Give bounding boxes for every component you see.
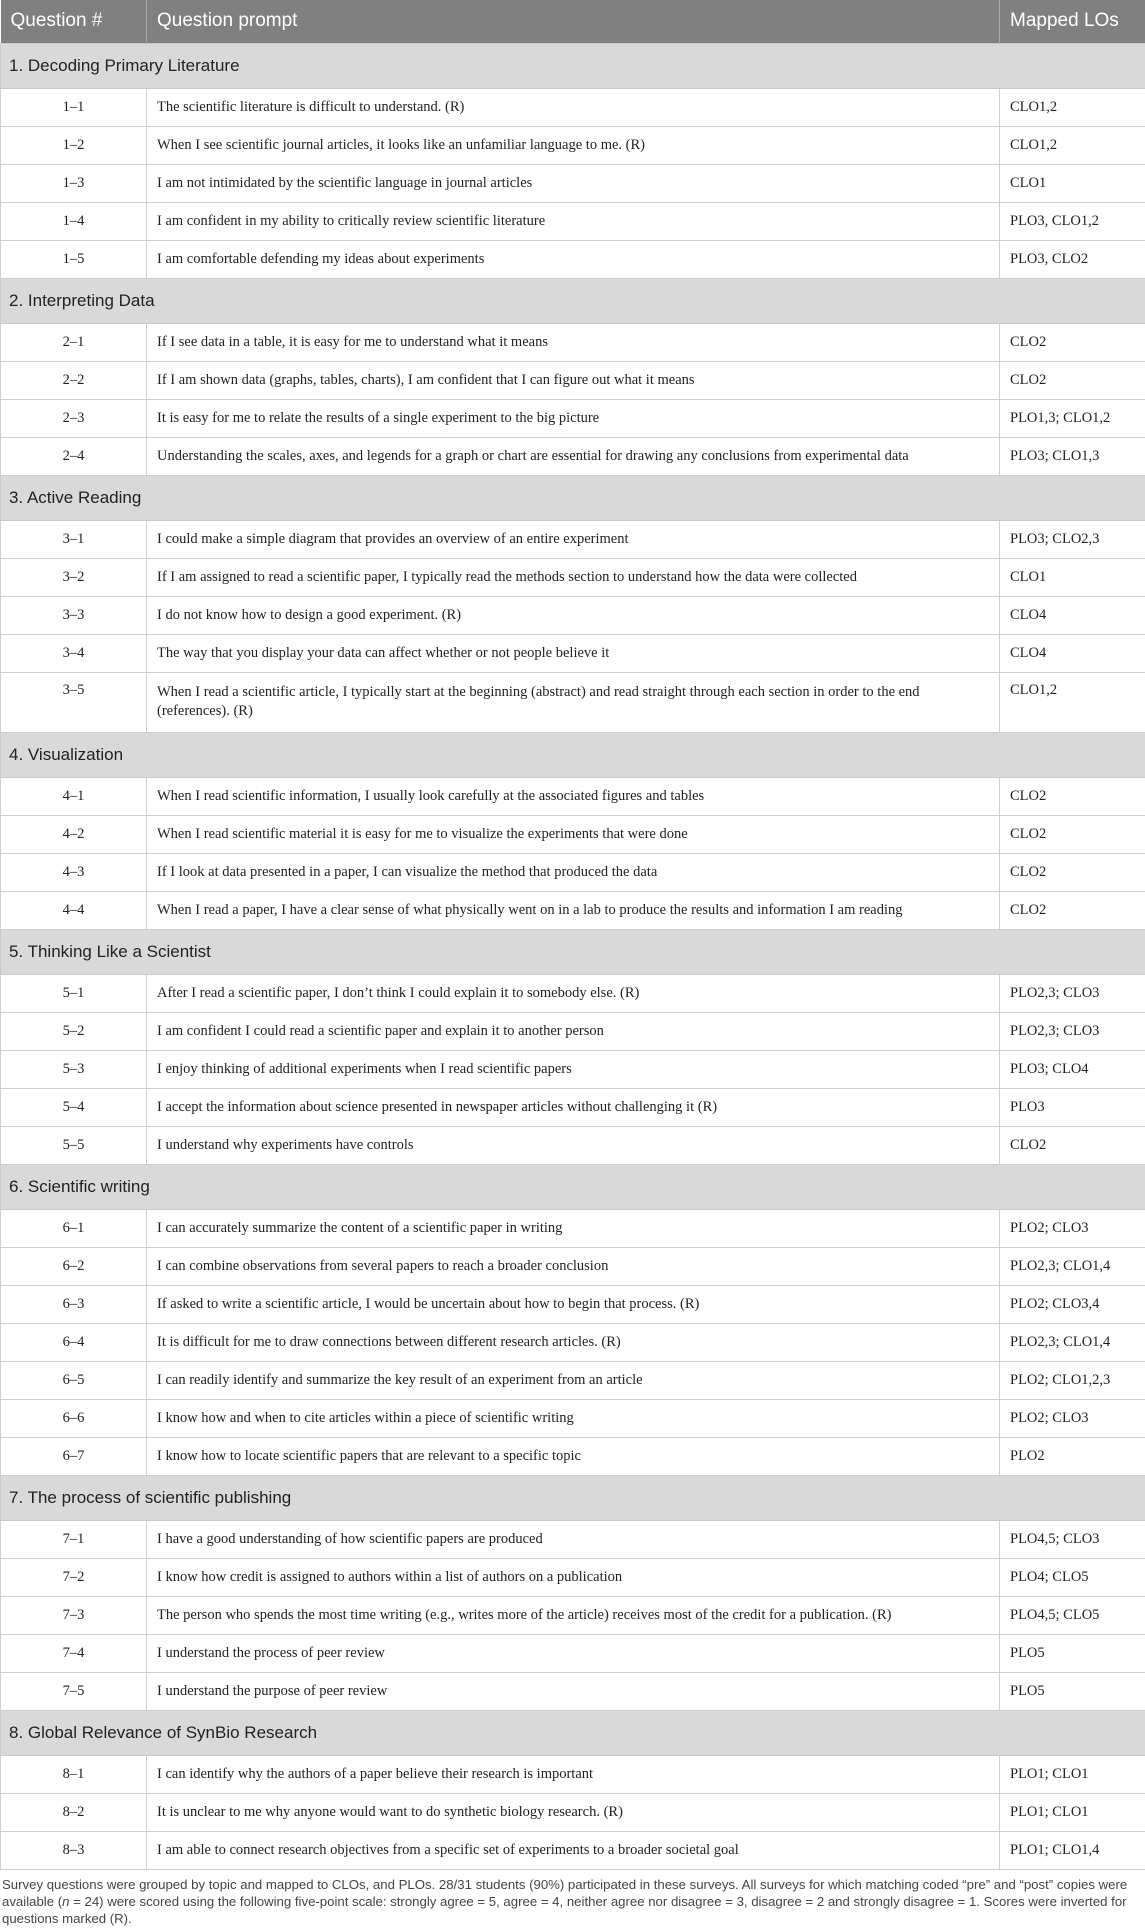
table-row [1, 596, 1145, 634]
question-prompt: I enjoy thinking of additional experiments when I read scientific papers [147, 1050, 1000, 1088]
footnote-n-italic: n [62, 1893, 70, 1909]
mapped-los: PLO3; CLO1,3 [1000, 437, 1145, 475]
question-number: 5–3 [1, 1050, 147, 1088]
mapped-los: CLO2 [1000, 323, 1145, 361]
section-title: 8. Global Relevance of SynBio Research [1, 1710, 1145, 1755]
question-number: 4–3 [1, 853, 147, 891]
mapped-los: PLO3 [1000, 1088, 1145, 1126]
section-header-row [1, 929, 1145, 974]
question-prompt: I know how to locate scientific papers that are relevant to a specific topic [147, 1437, 1000, 1475]
table-row [1, 891, 1145, 929]
question-prompt: I know how credit is assigned to authors within a list of authors on a publication [147, 1558, 1000, 1596]
question-number: 6–2 [1, 1247, 147, 1285]
question-prompt: If I see data in a table, it is easy for me to understand what it means [147, 323, 1000, 361]
mapped-los: CLO2 [1000, 1126, 1145, 1164]
mapped-los: PLO2; CLO3,4 [1000, 1285, 1145, 1323]
question-number: 7–3 [1, 1596, 147, 1634]
question-prompt: Understanding the scales, axes, and legends for a graph or chart are essential for drawing any conclusions from experimental data [147, 437, 1000, 475]
table-row [1, 202, 1145, 240]
table-row [1, 1050, 1145, 1088]
table-row [1, 164, 1145, 202]
question-prompt: I am comfortable defending my ideas about experiments [147, 240, 1000, 278]
table-row [1, 399, 1145, 437]
question-number: 3–4 [1, 634, 147, 672]
mapped-los: PLO1,3; CLO1,2 [1000, 399, 1145, 437]
question-prompt: I can combine observations from several papers to reach a broader conclusion [147, 1247, 1000, 1285]
mapped-los: PLO1; CLO1 [1000, 1755, 1145, 1793]
section-header-row [1, 1164, 1145, 1209]
question-prompt: I can identify why the authors of a paper believe their research is important [147, 1755, 1000, 1793]
question-prompt: When I read scientific material it is easy for me to visualize the experiments that were done [147, 815, 1000, 853]
section-header-row [1, 278, 1145, 323]
question-number: 6–5 [1, 1361, 147, 1399]
mapped-los: PLO5 [1000, 1634, 1145, 1672]
mapped-los: PLO4,5; CLO5 [1000, 1596, 1145, 1634]
question-number: 6–1 [1, 1209, 147, 1247]
table-row [1, 1672, 1145, 1710]
question-number: 3–1 [1, 520, 147, 558]
table-row [1, 1831, 1145, 1869]
table-row [1, 437, 1145, 475]
table-row [1, 323, 1145, 361]
table-row [1, 1755, 1145, 1793]
table-row [1, 88, 1145, 126]
question-number: 6–3 [1, 1285, 147, 1323]
question-number: 3–2 [1, 558, 147, 596]
mapped-los: PLO3; CLO2,3 [1000, 520, 1145, 558]
table-row [1, 1088, 1145, 1126]
mapped-los: PLO3, CLO1,2 [1000, 202, 1145, 240]
question-prompt: If asked to write a scientific article, I would be uncertain about how to begin that process. (R) [147, 1285, 1000, 1323]
section-header-row [1, 475, 1145, 520]
question-number: 5–4 [1, 1088, 147, 1126]
footnote-text-2: = 24) were scored using the following five-point scale: strongly agree = 5, agree = 4, neither agree nor disagree = 3, disagree = 2 and strongly disagree = 1. Scores were inverted for questions marked (R). [2, 1893, 1127, 1926]
table-row [1, 1558, 1145, 1596]
section-title: 2. Interpreting Data [1, 278, 1145, 323]
table-row [1, 634, 1145, 672]
table-row [1, 1399, 1145, 1437]
mapped-los: PLO2,3; CLO1,4 [1000, 1247, 1145, 1285]
mapped-los: PLO4,5; CLO3 [1000, 1520, 1145, 1558]
section-header-row [1, 1475, 1145, 1520]
mapped-los: PLO1; CLO1 [1000, 1793, 1145, 1831]
mapped-los: PLO2; CLO3 [1000, 1399, 1145, 1437]
section-title: 5. Thinking Like a Scientist [1, 929, 1145, 974]
question-prompt: When I read scientific information, I usually look carefully at the associated figures and tables [147, 777, 1000, 815]
question-number: 8–3 [1, 1831, 147, 1869]
question-prompt: I do not know how to design a good experiment. (R) [147, 596, 1000, 634]
mapped-los: PLO2,3; CLO1,4 [1000, 1323, 1145, 1361]
mapped-los: CLO1,2 [1000, 88, 1145, 126]
mapped-los: PLO2; CLO3 [1000, 1209, 1145, 1247]
table-row [1, 1209, 1145, 1247]
header-question-number: Question # [1, 0, 147, 43]
question-number: 6–6 [1, 1399, 147, 1437]
section-title: 4. Visualization [1, 732, 1145, 777]
mapped-los: CLO2 [1000, 815, 1145, 853]
section-title: 7. The process of scientific publishing [1, 1475, 1145, 1520]
question-prompt: It is easy for me to relate the results of a single experiment to the big picture [147, 399, 1000, 437]
section-header-row [1, 732, 1145, 777]
question-prompt: When I see scientific journal articles, it looks like an unfamiliar language to me. (R) [147, 126, 1000, 164]
mapped-los: PLO5 [1000, 1672, 1145, 1710]
question-number: 6–7 [1, 1437, 147, 1475]
table-row [1, 777, 1145, 815]
section-title: 6. Scientific writing [1, 1164, 1145, 1209]
question-prompt: I understand the purpose of peer review [147, 1672, 1000, 1710]
question-prompt: The person who spends the most time writing (e.g., writes more of the article) receives most of the credit for a publication. (R) [147, 1596, 1000, 1634]
question-number: 3–5 [1, 672, 147, 732]
mapped-los: CLO2 [1000, 853, 1145, 891]
question-number: 2–2 [1, 361, 147, 399]
question-prompt: I could make a simple diagram that provides an overview of an entire experiment [147, 520, 1000, 558]
mapped-los: PLO2,3; CLO3 [1000, 974, 1145, 1012]
mapped-los: PLO1; CLO1,4 [1000, 1831, 1145, 1869]
table-header-row [1, 0, 1145, 43]
section-header-row [1, 1710, 1145, 1755]
question-prompt: I accept the information about science presented in newspaper articles without challenging it (R) [147, 1088, 1000, 1126]
table-row [1, 853, 1145, 891]
question-prompt: It is difficult for me to draw connections between different research articles. (R) [147, 1323, 1000, 1361]
table-row [1, 1126, 1145, 1164]
table-row [1, 815, 1145, 853]
question-prompt: The scientific literature is difficult to understand. (R) [147, 88, 1000, 126]
table-row [1, 1012, 1145, 1050]
table-body [1, 43, 1145, 1869]
question-prompt: The way that you display your data can affect whether or not people believe it [147, 634, 1000, 672]
mapped-los: CLO1,2 [1000, 126, 1145, 164]
table-row [1, 1793, 1145, 1831]
question-prompt: After I read a scientific paper, I don’t think I could explain it to somebody else. (R) [147, 974, 1000, 1012]
table-row [1, 1323, 1145, 1361]
table-row [1, 126, 1145, 164]
header-mapped-los: Mapped LOs [1000, 0, 1145, 43]
question-prompt: When I read a paper, I have a clear sense of what physically went on in a lab to produce the results and information I am reading [147, 891, 1000, 929]
question-prompt: I have a good understanding of how scientific papers are produced [147, 1520, 1000, 1558]
table-row [1, 1361, 1145, 1399]
question-number: 7–5 [1, 1672, 147, 1710]
question-prompt: I can readily identify and summarize the key result of an experiment from an article [147, 1361, 1000, 1399]
mapped-los: CLO4 [1000, 634, 1145, 672]
mapped-los: PLO3; CLO4 [1000, 1050, 1145, 1088]
question-prompt: I am confident in my ability to critically review scientific literature [147, 202, 1000, 240]
mapped-los: CLO1 [1000, 164, 1145, 202]
question-number: 5–5 [1, 1126, 147, 1164]
section-title: 1. Decoding Primary Literature [1, 43, 1145, 88]
question-number: 1–3 [1, 164, 147, 202]
table-footnote [0, 1870, 1145, 1927]
table-row [1, 1634, 1145, 1672]
question-number: 2–3 [1, 399, 147, 437]
table-row [1, 1596, 1145, 1634]
question-prompt: When I read a scientific article, I typically start at the beginning (abstract) and read straight through each section in order to the end (references). (R) [147, 672, 1000, 732]
table-row [1, 1437, 1145, 1475]
question-number: 1–2 [1, 126, 147, 164]
table-row [1, 974, 1145, 1012]
question-prompt: If I am assigned to read a scientific paper, I typically read the methods section to understand how the data were collected [147, 558, 1000, 596]
mapped-los: CLO2 [1000, 891, 1145, 929]
question-prompt: I understand why experiments have controls [147, 1126, 1000, 1164]
question-number: 7–2 [1, 1558, 147, 1596]
mapped-los: PLO2,3; CLO3 [1000, 1012, 1145, 1050]
table-row [1, 520, 1145, 558]
question-number: 6–4 [1, 1323, 147, 1361]
mapped-los: PLO4; CLO5 [1000, 1558, 1145, 1596]
table-row [1, 558, 1145, 596]
mapped-los: CLO2 [1000, 361, 1145, 399]
question-prompt: I can accurately summarize the content of a scientific paper in writing [147, 1209, 1000, 1247]
table-row [1, 240, 1145, 278]
question-number: 1–5 [1, 240, 147, 278]
footnote-text-1: Survey questions were grouped by topic and mapped to CLOs, and PLOs. 28/31 students (90%) participated in these surveys. All surveys for which matching coded “pre” and “post” copies were available ( [2, 1876, 1128, 1909]
table-row [1, 1247, 1145, 1285]
table-row [1, 672, 1145, 732]
table-row [1, 1520, 1145, 1558]
question-number: 2–1 [1, 323, 147, 361]
question-number: 4–2 [1, 815, 147, 853]
question-number: 5–1 [1, 974, 147, 1012]
question-number: 1–4 [1, 202, 147, 240]
question-prompt: I am not intimidated by the scientific language in journal articles [147, 164, 1000, 202]
question-prompt: It is unclear to me why anyone would want to do synthetic biology research. (R) [147, 1793, 1000, 1831]
question-number: 1–1 [1, 88, 147, 126]
mapped-los: CLO1 [1000, 558, 1145, 596]
question-prompt: I am confident I could read a scientific paper and explain it to another person [147, 1012, 1000, 1050]
header-question-prompt: Question prompt [147, 0, 1000, 43]
question-number: 8–1 [1, 1755, 147, 1793]
mapped-los: CLO2 [1000, 777, 1145, 815]
mapped-los: PLO2 [1000, 1437, 1145, 1475]
table-row [1, 1285, 1145, 1323]
question-number: 3–3 [1, 596, 147, 634]
mapped-los: PLO2; CLO1,2,3 [1000, 1361, 1145, 1399]
question-prompt: I am able to connect research objectives from a specific set of experiments to a broader societal goal [147, 1831, 1000, 1869]
question-number: 4–4 [1, 891, 147, 929]
question-prompt: If I look at data presented in a paper, I can visualize the method that produced the data [147, 853, 1000, 891]
mapped-los: CLO1,2 [1000, 672, 1145, 732]
question-number: 7–1 [1, 1520, 147, 1558]
question-prompt: I understand the process of peer review [147, 1634, 1000, 1672]
question-number: 2–4 [1, 437, 147, 475]
question-number: 8–2 [1, 1793, 147, 1831]
section-title: 3. Active Reading [1, 475, 1145, 520]
table-row [1, 361, 1145, 399]
question-number: 4–1 [1, 777, 147, 815]
section-header-row [1, 43, 1145, 88]
question-prompt: I know how and when to cite articles within a piece of scientific writing [147, 1399, 1000, 1437]
question-number: 5–2 [1, 1012, 147, 1050]
question-prompt: If I am shown data (graphs, tables, charts), I am confident that I can figure out what it means [147, 361, 1000, 399]
question-number: 7–4 [1, 1634, 147, 1672]
mapped-los: CLO4 [1000, 596, 1145, 634]
mapped-los: PLO3, CLO2 [1000, 240, 1145, 278]
